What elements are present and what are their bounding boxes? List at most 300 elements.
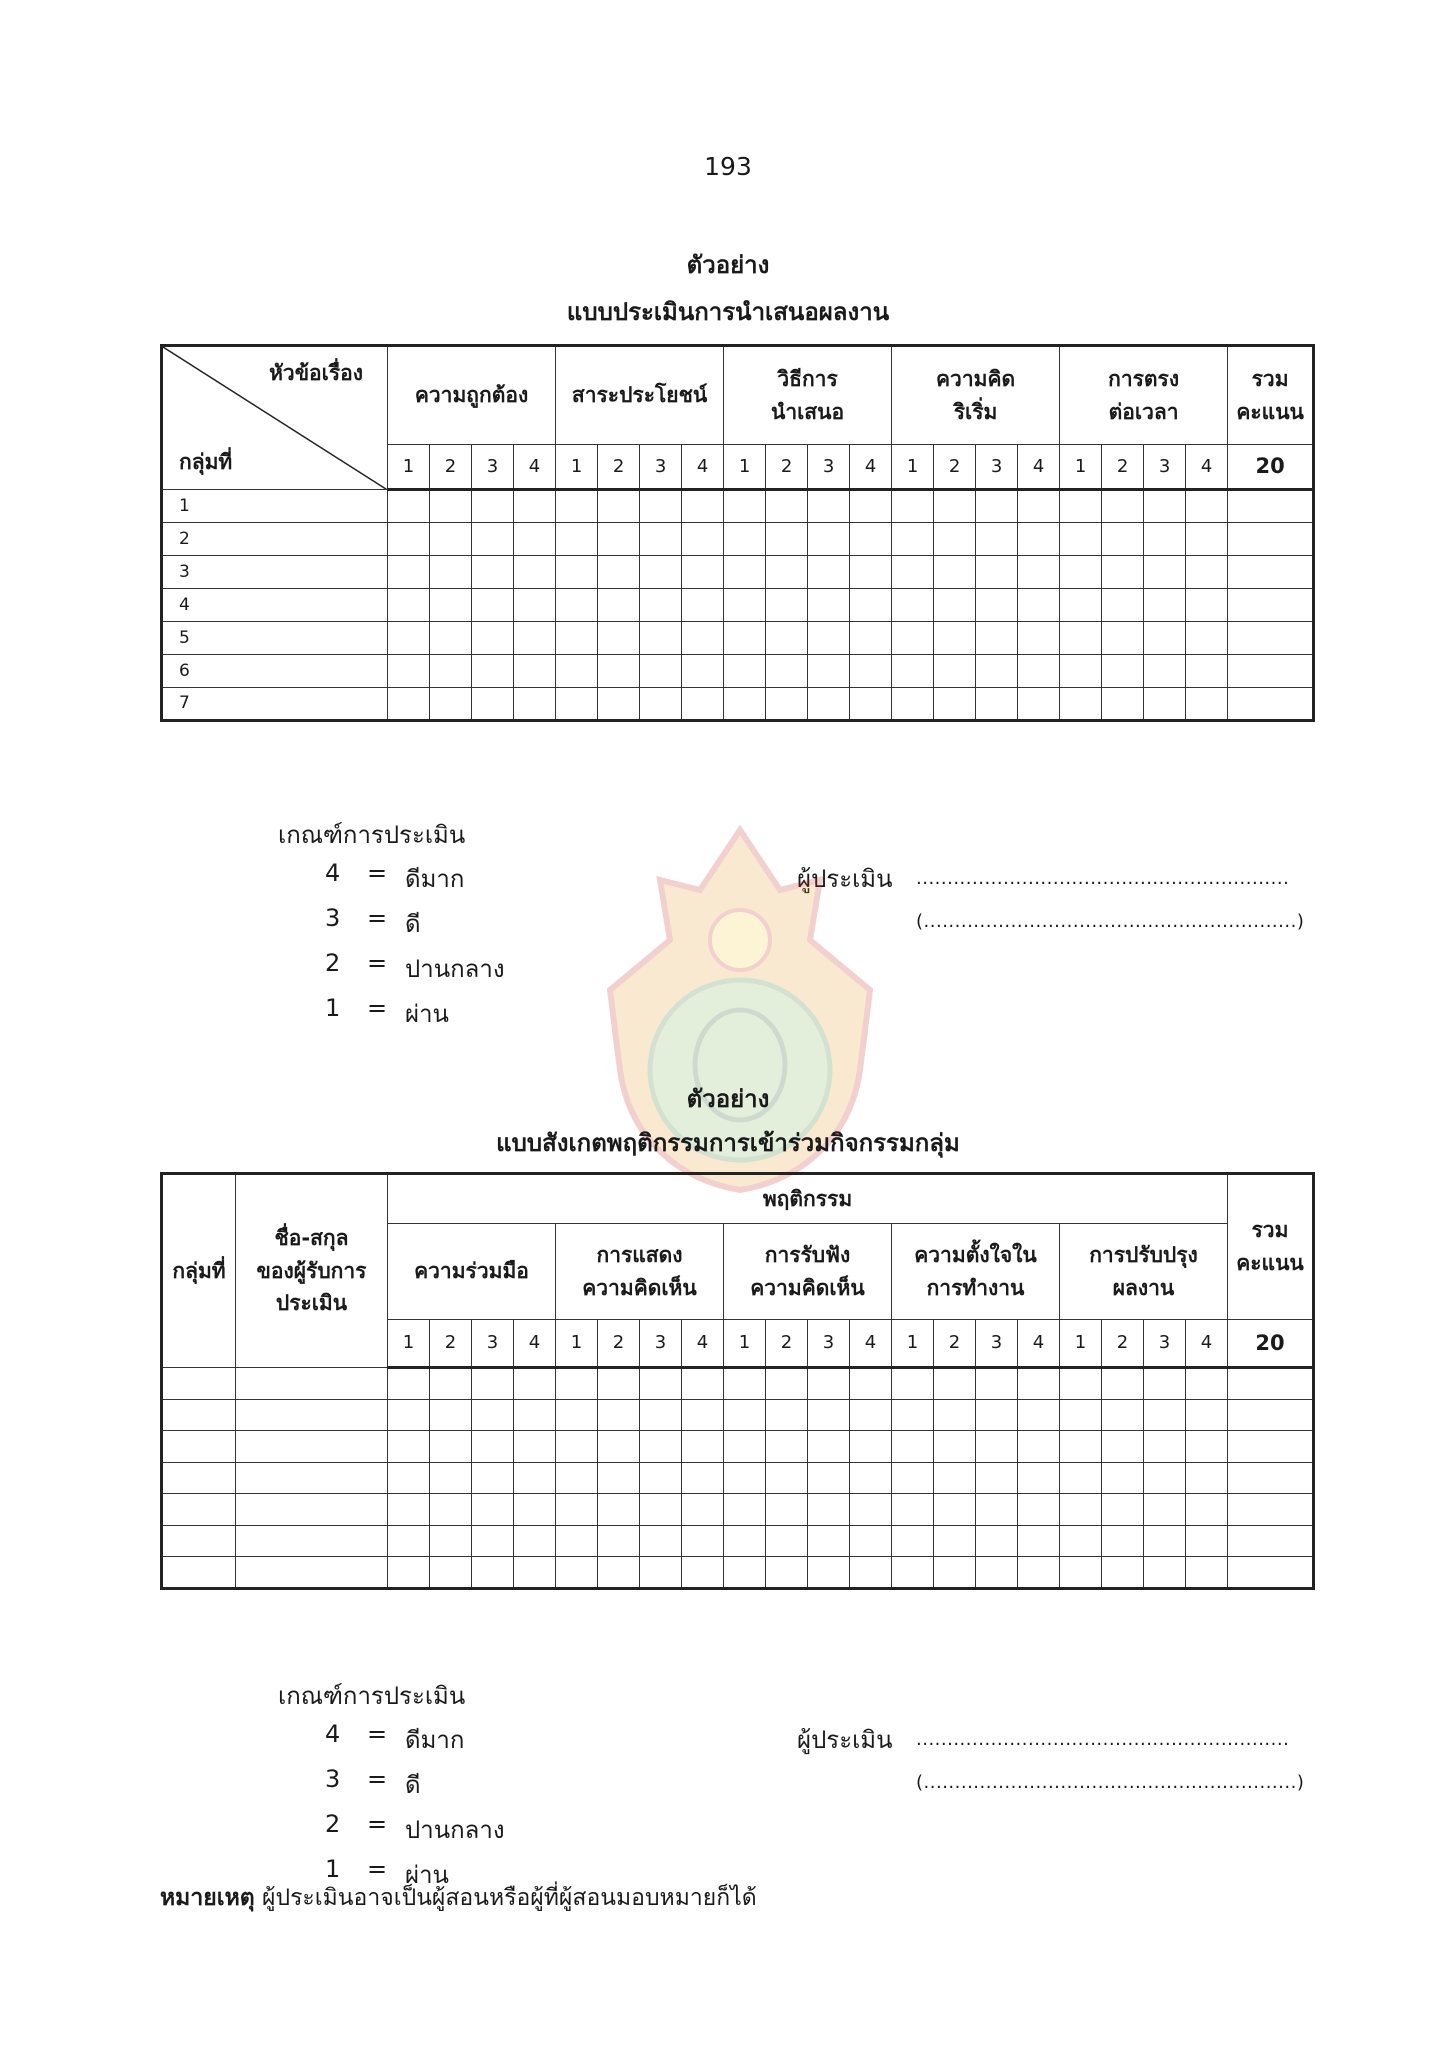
name-cell[interactable] xyxy=(236,1494,388,1526)
score-cell[interactable] xyxy=(766,1525,808,1557)
score-cell[interactable] xyxy=(892,589,934,622)
score-cell[interactable] xyxy=(1144,688,1186,721)
score-cell[interactable] xyxy=(976,490,1018,523)
score-cell[interactable] xyxy=(808,490,850,523)
score-cell[interactable] xyxy=(1144,1431,1186,1463)
group-cell[interactable] xyxy=(162,1462,236,1494)
score-cell[interactable] xyxy=(472,1399,514,1431)
score-cell[interactable] xyxy=(1102,1494,1144,1526)
score-cell[interactable] xyxy=(1144,523,1186,556)
score-cell[interactable] xyxy=(1228,1525,1314,1557)
score-cell[interactable] xyxy=(892,523,934,556)
score-cell[interactable] xyxy=(850,1557,892,1589)
score-cell[interactable] xyxy=(892,1494,934,1526)
score-cell[interactable] xyxy=(556,1557,598,1589)
score-cell[interactable] xyxy=(934,1525,976,1557)
score-cell[interactable] xyxy=(934,589,976,622)
score-cell[interactable] xyxy=(976,1494,1018,1526)
score-cell[interactable] xyxy=(808,1494,850,1526)
score-cell[interactable] xyxy=(976,1462,1018,1494)
score-cell[interactable] xyxy=(472,622,514,655)
score-cell[interactable] xyxy=(724,490,766,523)
score-cell[interactable] xyxy=(430,523,472,556)
score-cell[interactable] xyxy=(640,589,682,622)
score-cell[interactable] xyxy=(1018,1399,1060,1431)
name-cell[interactable] xyxy=(236,1399,388,1431)
score-cell[interactable] xyxy=(472,589,514,622)
score-cell[interactable] xyxy=(1018,589,1060,622)
score-cell[interactable] xyxy=(1018,622,1060,655)
score-cell[interactable] xyxy=(976,655,1018,688)
score-cell[interactable] xyxy=(934,556,976,589)
score-cell[interactable] xyxy=(1228,688,1314,721)
score-cell[interactable] xyxy=(766,556,808,589)
score-cell[interactable] xyxy=(472,1431,514,1463)
score-cell[interactable] xyxy=(850,1462,892,1494)
score-cell[interactable] xyxy=(934,1399,976,1431)
signature-line[interactable]: ............................................................ xyxy=(916,868,1290,889)
score-cell[interactable] xyxy=(808,1557,850,1589)
score-cell[interactable] xyxy=(640,622,682,655)
score-cell[interactable] xyxy=(514,688,556,721)
score-cell[interactable] xyxy=(976,523,1018,556)
score-cell[interactable] xyxy=(1102,655,1144,688)
score-cell[interactable] xyxy=(1228,1462,1314,1494)
score-cell[interactable] xyxy=(598,1431,640,1463)
score-cell[interactable] xyxy=(598,1525,640,1557)
score-cell[interactable] xyxy=(1102,1557,1144,1589)
score-cell[interactable] xyxy=(514,589,556,622)
score-cell[interactable] xyxy=(682,1462,724,1494)
score-cell[interactable] xyxy=(640,523,682,556)
score-cell[interactable] xyxy=(724,688,766,721)
score-cell[interactable] xyxy=(934,1431,976,1463)
score-cell[interactable] xyxy=(1060,1525,1102,1557)
score-cell[interactable] xyxy=(1144,1525,1186,1557)
score-cell[interactable] xyxy=(598,1494,640,1526)
score-cell[interactable] xyxy=(1186,1431,1228,1463)
score-cell[interactable] xyxy=(724,1368,766,1400)
score-cell[interactable] xyxy=(766,622,808,655)
score-cell[interactable] xyxy=(976,688,1018,721)
score-cell[interactable] xyxy=(472,1557,514,1589)
score-cell[interactable] xyxy=(1102,556,1144,589)
score-cell[interactable] xyxy=(1060,1494,1102,1526)
score-cell[interactable] xyxy=(682,1431,724,1463)
score-cell[interactable] xyxy=(598,490,640,523)
score-cell[interactable] xyxy=(598,1368,640,1400)
score-cell[interactable] xyxy=(934,655,976,688)
score-cell[interactable] xyxy=(934,1494,976,1526)
score-cell[interactable] xyxy=(1228,1399,1314,1431)
score-cell[interactable] xyxy=(976,1525,1018,1557)
score-cell[interactable] xyxy=(1186,622,1228,655)
score-cell[interactable] xyxy=(430,1494,472,1526)
score-cell[interactable] xyxy=(598,622,640,655)
score-cell[interactable] xyxy=(1018,1557,1060,1589)
score-cell[interactable] xyxy=(682,655,724,688)
score-cell[interactable] xyxy=(892,556,934,589)
score-cell[interactable] xyxy=(766,1494,808,1526)
score-cell[interactable] xyxy=(766,1462,808,1494)
score-cell[interactable] xyxy=(1060,589,1102,622)
score-cell[interactable] xyxy=(1186,589,1228,622)
score-cell[interactable] xyxy=(1144,1399,1186,1431)
score-cell[interactable] xyxy=(1060,1462,1102,1494)
score-cell[interactable] xyxy=(514,1431,556,1463)
score-cell[interactable] xyxy=(1018,490,1060,523)
score-cell[interactable] xyxy=(766,655,808,688)
score-cell[interactable] xyxy=(1060,655,1102,688)
score-cell[interactable] xyxy=(472,1494,514,1526)
score-cell[interactable] xyxy=(1144,490,1186,523)
score-cell[interactable] xyxy=(1018,1431,1060,1463)
score-cell[interactable] xyxy=(1186,556,1228,589)
score-cell[interactable] xyxy=(850,1368,892,1400)
score-cell[interactable] xyxy=(598,1462,640,1494)
score-cell[interactable] xyxy=(514,1525,556,1557)
score-cell[interactable] xyxy=(1186,1557,1228,1589)
score-cell[interactable] xyxy=(892,490,934,523)
score-cell[interactable] xyxy=(850,490,892,523)
score-cell[interactable] xyxy=(1144,1462,1186,1494)
score-cell[interactable] xyxy=(430,490,472,523)
score-cell[interactable] xyxy=(766,1557,808,1589)
score-cell[interactable] xyxy=(976,1368,1018,1400)
score-cell[interactable] xyxy=(808,523,850,556)
score-cell[interactable] xyxy=(472,490,514,523)
score-cell[interactable] xyxy=(1018,1462,1060,1494)
score-cell[interactable] xyxy=(1144,1368,1186,1400)
score-cell[interactable] xyxy=(388,688,430,721)
score-cell[interactable] xyxy=(388,1462,430,1494)
score-cell[interactable] xyxy=(556,622,598,655)
score-cell[interactable] xyxy=(724,1494,766,1526)
score-cell[interactable] xyxy=(682,688,724,721)
score-cell[interactable] xyxy=(514,523,556,556)
score-cell[interactable] xyxy=(892,1557,934,1589)
score-cell[interactable] xyxy=(1102,1431,1144,1463)
score-cell[interactable] xyxy=(1060,556,1102,589)
score-cell[interactable] xyxy=(1186,1462,1228,1494)
score-cell[interactable] xyxy=(1186,655,1228,688)
score-cell[interactable] xyxy=(1186,523,1228,556)
score-cell[interactable] xyxy=(430,1462,472,1494)
score-cell[interactable] xyxy=(514,1368,556,1400)
score-cell[interactable] xyxy=(388,556,430,589)
score-cell[interactable] xyxy=(808,1525,850,1557)
score-cell[interactable] xyxy=(388,490,430,523)
score-cell[interactable] xyxy=(430,1525,472,1557)
score-cell[interactable] xyxy=(724,589,766,622)
score-cell[interactable] xyxy=(724,556,766,589)
score-cell[interactable] xyxy=(472,1368,514,1400)
score-cell[interactable] xyxy=(1018,556,1060,589)
score-cell[interactable] xyxy=(1144,1494,1186,1526)
score-cell[interactable] xyxy=(934,1368,976,1400)
score-cell[interactable] xyxy=(766,1368,808,1400)
score-cell[interactable] xyxy=(808,688,850,721)
name-line[interactable]: (............................................................) xyxy=(916,1772,1305,1793)
score-cell[interactable] xyxy=(682,622,724,655)
score-cell[interactable] xyxy=(1060,1557,1102,1589)
score-cell[interactable] xyxy=(682,1525,724,1557)
score-cell[interactable] xyxy=(1228,589,1314,622)
score-cell[interactable] xyxy=(1102,688,1144,721)
score-cell[interactable] xyxy=(892,688,934,721)
score-cell[interactable] xyxy=(724,1525,766,1557)
score-cell[interactable] xyxy=(388,1525,430,1557)
score-cell[interactable] xyxy=(1102,1525,1144,1557)
score-cell[interactable] xyxy=(556,1399,598,1431)
score-cell[interactable] xyxy=(808,589,850,622)
score-cell[interactable] xyxy=(598,1399,640,1431)
score-cell[interactable] xyxy=(598,655,640,688)
score-cell[interactable] xyxy=(1102,1368,1144,1400)
score-cell[interactable] xyxy=(640,688,682,721)
score-cell[interactable] xyxy=(892,655,934,688)
score-cell[interactable] xyxy=(640,1431,682,1463)
score-cell[interactable] xyxy=(724,523,766,556)
score-cell[interactable] xyxy=(1144,556,1186,589)
score-cell[interactable] xyxy=(850,589,892,622)
score-cell[interactable] xyxy=(1102,622,1144,655)
score-cell[interactable] xyxy=(1186,1494,1228,1526)
score-cell[interactable] xyxy=(640,556,682,589)
group-cell[interactable] xyxy=(162,1494,236,1526)
score-cell[interactable] xyxy=(682,1368,724,1400)
score-cell[interactable] xyxy=(850,1494,892,1526)
score-cell[interactable] xyxy=(724,1557,766,1589)
score-cell[interactable] xyxy=(514,490,556,523)
score-cell[interactable] xyxy=(976,1399,1018,1431)
name-cell[interactable] xyxy=(236,1368,388,1400)
score-cell[interactable] xyxy=(1102,523,1144,556)
score-cell[interactable] xyxy=(850,1525,892,1557)
score-cell[interactable] xyxy=(430,688,472,721)
score-cell[interactable] xyxy=(640,1494,682,1526)
score-cell[interactable] xyxy=(976,589,1018,622)
score-cell[interactable] xyxy=(766,1399,808,1431)
score-cell[interactable] xyxy=(892,1399,934,1431)
group-cell[interactable] xyxy=(162,1431,236,1463)
score-cell[interactable] xyxy=(1018,523,1060,556)
score-cell[interactable] xyxy=(1186,1399,1228,1431)
score-cell[interactable] xyxy=(430,1368,472,1400)
score-cell[interactable] xyxy=(976,1557,1018,1589)
score-cell[interactable] xyxy=(808,622,850,655)
score-cell[interactable] xyxy=(1060,688,1102,721)
score-cell[interactable] xyxy=(766,589,808,622)
score-cell[interactable] xyxy=(724,1399,766,1431)
score-cell[interactable] xyxy=(640,1368,682,1400)
score-cell[interactable] xyxy=(892,1368,934,1400)
score-cell[interactable] xyxy=(388,622,430,655)
score-cell[interactable] xyxy=(514,1557,556,1589)
score-cell[interactable] xyxy=(1144,655,1186,688)
score-cell[interactable] xyxy=(514,655,556,688)
score-cell[interactable] xyxy=(472,688,514,721)
score-cell[interactable] xyxy=(682,589,724,622)
score-cell[interactable] xyxy=(514,1462,556,1494)
score-cell[interactable] xyxy=(724,655,766,688)
score-cell[interactable] xyxy=(556,688,598,721)
score-cell[interactable] xyxy=(808,1431,850,1463)
score-cell[interactable] xyxy=(1144,589,1186,622)
score-cell[interactable] xyxy=(640,655,682,688)
score-cell[interactable] xyxy=(850,1431,892,1463)
score-cell[interactable] xyxy=(766,1431,808,1463)
score-cell[interactable] xyxy=(808,1462,850,1494)
score-cell[interactable] xyxy=(388,1557,430,1589)
score-cell[interactable] xyxy=(472,1462,514,1494)
score-cell[interactable] xyxy=(850,523,892,556)
score-cell[interactable] xyxy=(892,1462,934,1494)
score-cell[interactable] xyxy=(892,622,934,655)
score-cell[interactable] xyxy=(472,523,514,556)
score-cell[interactable] xyxy=(1186,688,1228,721)
name-line[interactable]: (............................................................) xyxy=(916,911,1305,932)
score-cell[interactable] xyxy=(388,655,430,688)
score-cell[interactable] xyxy=(1228,1494,1314,1526)
score-cell[interactable] xyxy=(682,556,724,589)
name-cell[interactable] xyxy=(236,1557,388,1589)
name-cell[interactable] xyxy=(236,1525,388,1557)
score-cell[interactable] xyxy=(766,490,808,523)
group-cell[interactable] xyxy=(162,1557,236,1589)
score-cell[interactable] xyxy=(1102,589,1144,622)
score-cell[interactable] xyxy=(640,490,682,523)
score-cell[interactable] xyxy=(682,1494,724,1526)
score-cell[interactable] xyxy=(934,1462,976,1494)
score-cell[interactable] xyxy=(556,655,598,688)
score-cell[interactable] xyxy=(1144,1557,1186,1589)
score-cell[interactable] xyxy=(556,523,598,556)
score-cell[interactable] xyxy=(1102,490,1144,523)
score-cell[interactable] xyxy=(598,523,640,556)
score-cell[interactable] xyxy=(934,688,976,721)
score-cell[interactable] xyxy=(808,655,850,688)
score-cell[interactable] xyxy=(472,556,514,589)
signature-line[interactable]: ............................................................ xyxy=(916,1729,1290,1750)
score-cell[interactable] xyxy=(1060,1431,1102,1463)
score-cell[interactable] xyxy=(1060,523,1102,556)
score-cell[interactable] xyxy=(934,1557,976,1589)
score-cell[interactable] xyxy=(430,622,472,655)
score-cell[interactable] xyxy=(1060,622,1102,655)
score-cell[interactable] xyxy=(1018,655,1060,688)
score-cell[interactable] xyxy=(598,1557,640,1589)
score-cell[interactable] xyxy=(514,622,556,655)
score-cell[interactable] xyxy=(430,556,472,589)
score-cell[interactable] xyxy=(724,622,766,655)
name-cell[interactable] xyxy=(236,1462,388,1494)
score-cell[interactable] xyxy=(556,1462,598,1494)
score-cell[interactable] xyxy=(556,490,598,523)
group-cell[interactable] xyxy=(162,1368,236,1400)
score-cell[interactable] xyxy=(1018,1368,1060,1400)
score-cell[interactable] xyxy=(892,1525,934,1557)
score-cell[interactable] xyxy=(598,688,640,721)
score-cell[interactable] xyxy=(640,1557,682,1589)
group-cell[interactable] xyxy=(162,1525,236,1557)
score-cell[interactable] xyxy=(682,490,724,523)
score-cell[interactable] xyxy=(850,1399,892,1431)
score-cell[interactable] xyxy=(1060,1399,1102,1431)
score-cell[interactable] xyxy=(766,688,808,721)
score-cell[interactable] xyxy=(1228,622,1314,655)
score-cell[interactable] xyxy=(430,589,472,622)
score-cell[interactable] xyxy=(598,556,640,589)
score-cell[interactable] xyxy=(808,1368,850,1400)
score-cell[interactable] xyxy=(850,655,892,688)
score-cell[interactable] xyxy=(556,1368,598,1400)
score-cell[interactable] xyxy=(1186,490,1228,523)
score-cell[interactable] xyxy=(892,1431,934,1463)
score-cell[interactable] xyxy=(850,688,892,721)
score-cell[interactable] xyxy=(514,1399,556,1431)
score-cell[interactable] xyxy=(472,1525,514,1557)
score-cell[interactable] xyxy=(556,1494,598,1526)
score-cell[interactable] xyxy=(1186,1368,1228,1400)
score-cell[interactable] xyxy=(1060,490,1102,523)
score-cell[interactable] xyxy=(1228,556,1314,589)
score-cell[interactable] xyxy=(808,1399,850,1431)
score-cell[interactable] xyxy=(1228,655,1314,688)
score-cell[interactable] xyxy=(766,523,808,556)
score-cell[interactable] xyxy=(1228,490,1314,523)
score-cell[interactable] xyxy=(934,622,976,655)
score-cell[interactable] xyxy=(850,622,892,655)
group-cell[interactable] xyxy=(162,1399,236,1431)
score-cell[interactable] xyxy=(724,1462,766,1494)
score-cell[interactable] xyxy=(1018,688,1060,721)
score-cell[interactable] xyxy=(556,1525,598,1557)
score-cell[interactable] xyxy=(514,556,556,589)
score-cell[interactable] xyxy=(388,1399,430,1431)
score-cell[interactable] xyxy=(1060,1368,1102,1400)
score-cell[interactable] xyxy=(388,589,430,622)
score-cell[interactable] xyxy=(1228,523,1314,556)
score-cell[interactable] xyxy=(388,1494,430,1526)
score-cell[interactable] xyxy=(1018,1525,1060,1557)
score-cell[interactable] xyxy=(1144,622,1186,655)
score-cell[interactable] xyxy=(430,1557,472,1589)
score-cell[interactable] xyxy=(640,1462,682,1494)
score-cell[interactable] xyxy=(640,1399,682,1431)
score-cell[interactable] xyxy=(1102,1462,1144,1494)
score-cell[interactable] xyxy=(1102,1399,1144,1431)
score-cell[interactable] xyxy=(682,1557,724,1589)
score-cell[interactable] xyxy=(430,1399,472,1431)
score-cell[interactable] xyxy=(976,556,1018,589)
name-cell[interactable] xyxy=(236,1431,388,1463)
score-cell[interactable] xyxy=(976,1431,1018,1463)
score-cell[interactable] xyxy=(556,589,598,622)
score-cell[interactable] xyxy=(682,1399,724,1431)
score-cell[interactable] xyxy=(556,556,598,589)
score-cell[interactable] xyxy=(1228,1368,1314,1400)
score-cell[interactable] xyxy=(1186,1525,1228,1557)
score-cell[interactable] xyxy=(388,523,430,556)
score-cell[interactable] xyxy=(976,622,1018,655)
score-cell[interactable] xyxy=(808,556,850,589)
score-cell[interactable] xyxy=(1018,1494,1060,1526)
score-cell[interactable] xyxy=(472,655,514,688)
score-cell[interactable] xyxy=(850,556,892,589)
score-cell[interactable] xyxy=(598,589,640,622)
score-cell[interactable] xyxy=(724,1431,766,1463)
